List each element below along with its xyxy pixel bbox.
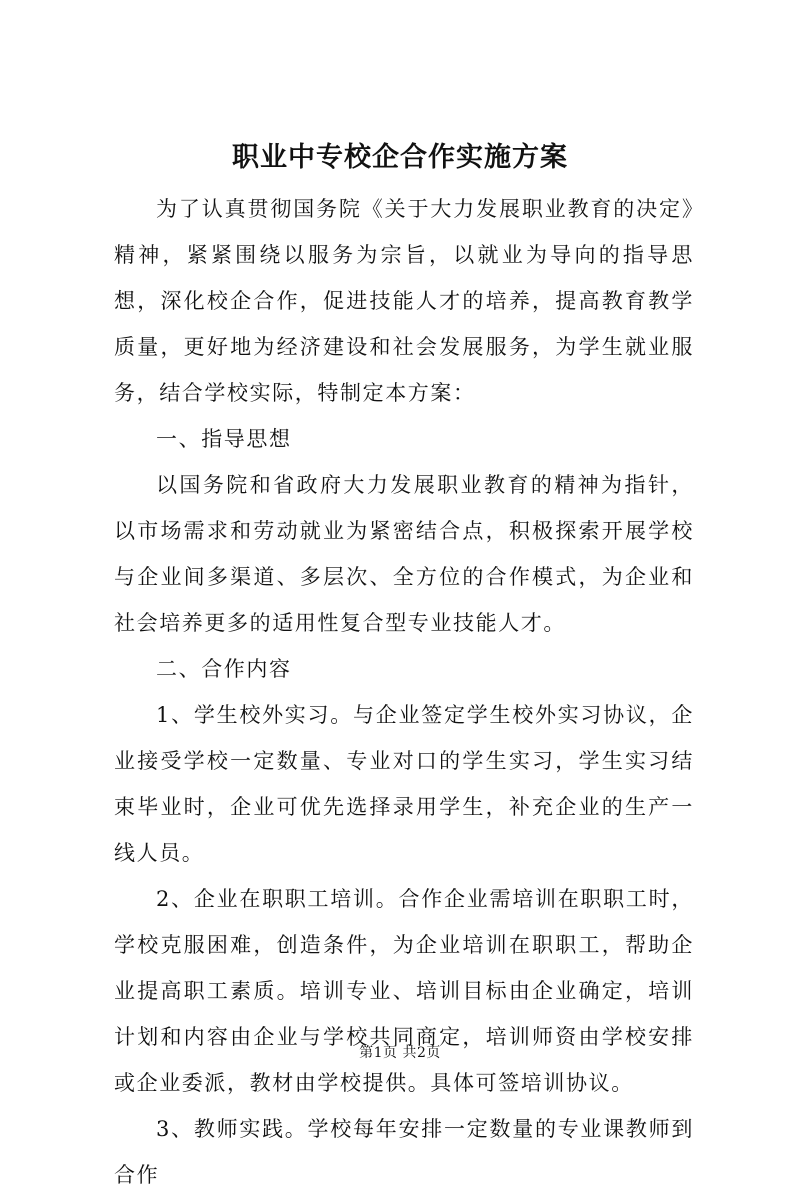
intro-paragraph: 为了认真贯彻国务院《关于大力发展职业教育的决定》精神，紧紧围绕以服务为宗旨，以就业为导向的指导思想，深化校企合作，促进技能人才的培养，提高教育教学质量，更好地为经济建设和社会发展服务，为学生就业服务，结合学校实际，特制定本方案： bbox=[114, 197, 694, 405]
section-2-heading: 二、合作内容 bbox=[156, 657, 292, 681]
page-footer: 第1页 共2页 bbox=[359, 1045, 441, 1061]
document-title: 职业中专校企合作实施方案 bbox=[232, 142, 568, 173]
item-3-paragraph: 3、教师实践。学校每年安排一定数量的专业课教师到合作 bbox=[114, 1117, 694, 1187]
section-1-paragraph: 以国务院和省政府大力发展职业教育的精神为指针，以市场需求和劳动就业为紧密结合点，积极探索开展学校与企业间多渠道、多层次、全方位的合作模式，为企业和社会培养更多的适用性复合型专业技能人才。 bbox=[114, 473, 694, 635]
section-1-heading: 一、指导思想 bbox=[156, 427, 292, 451]
item-2-paragraph: 2、企业在职职工培训。合作企业需培训在职职工时，学校克服困难，创造条件，为企业培训在职职工，帮助企业提高职工素质。培训专业、培训目标由企业确定，培训计划和内容由企业与学校共同商定，培训师资由学校安排或企业委派，教材由学校提供。具体可签培训协议。 bbox=[114, 887, 694, 1095]
item-1-paragraph: 1、学生校外实习。与企业签定学生校外实习协议，企业接受学校一定数量、专业对口的学生实习，学生实习结束毕业时，企业可优先选择录用学生，补充企业的生产一线人员。 bbox=[114, 703, 694, 865]
